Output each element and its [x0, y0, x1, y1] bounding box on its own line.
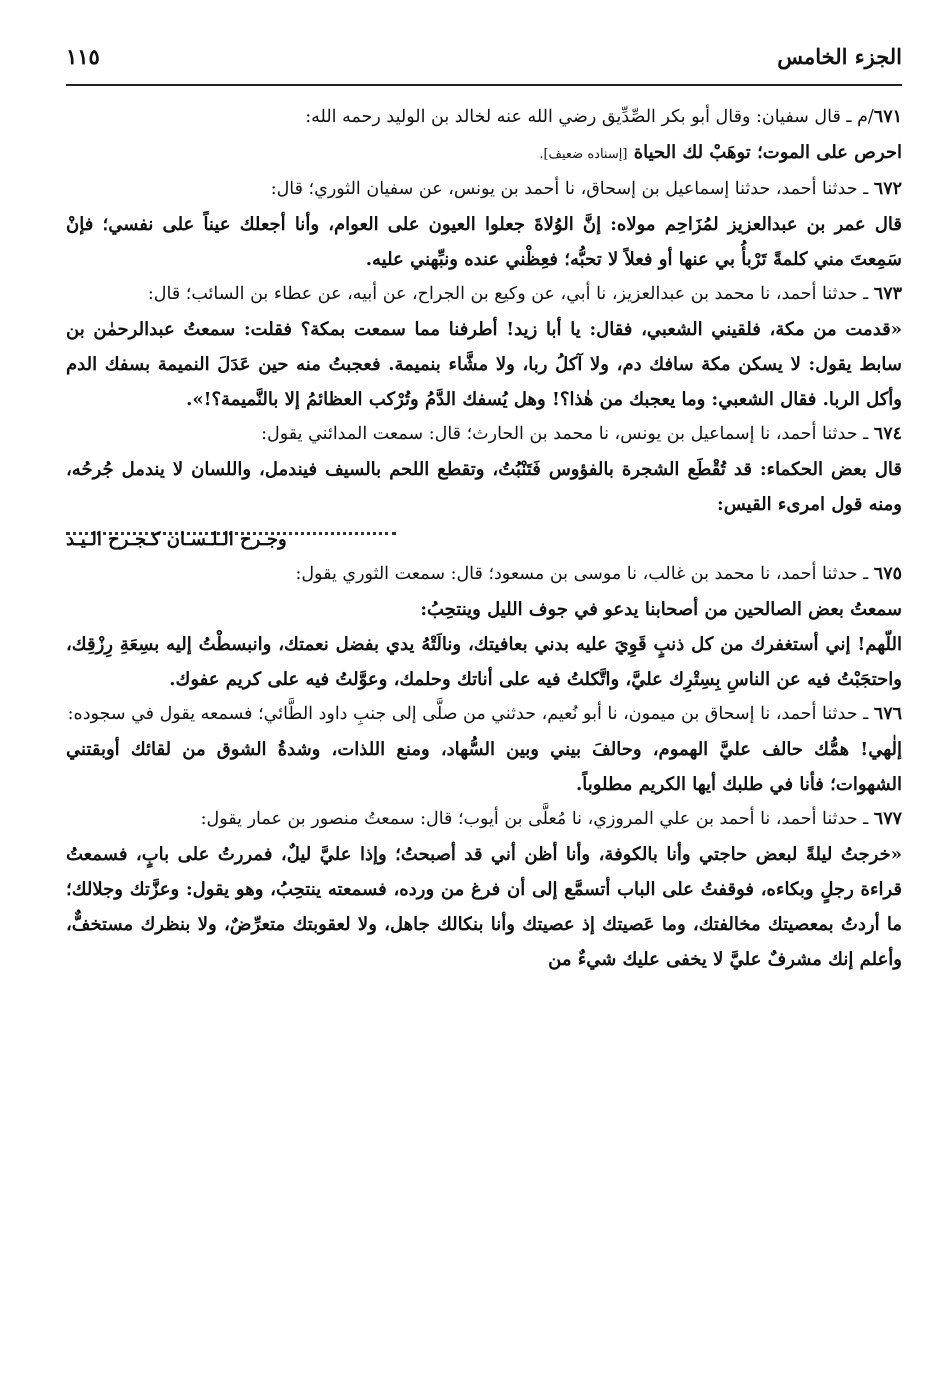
- narration-675: [66, 557, 902, 592]
- page-header: [66, 40, 902, 86]
- narration-chain: ـ حدثنا أحمد، نا محمد بن غالب، نا موسى بن مسعود؛ قال: سمعت الثوري يقول:: [295, 564, 869, 584]
- narration-number: ٦٧٢: [873, 179, 902, 199]
- narration-number: ٦٧١: [873, 107, 902, 127]
- quote-672: قال عمر بن عبدالعزيز لمُزَاحِم مولاه: إنَّ الوُلاةَ جعلوا العيون على العوام، وأنا أجعلك عيناً على نفسي؛ فإنْ سَمِعتَ مني كلمةً تَرْبأُ بي عنها أو فعلاً لا تحبُّه؛ فعِظْني عنده ونبِّهني عليه.: [66, 214, 902, 270]
- narration-677: [66, 802, 902, 837]
- quote-text: احرص على الموت؛ توهَبْ لك الحياة: [633, 142, 902, 163]
- narration-chain: ـ حدثنا أحمد، نا إسماعيل بن يونس، نا محمد بن الحارث؛ قال: سمعت المدائني يقول:: [261, 424, 869, 444]
- narration-chain: ـ حدثنا أحمد، حدثنا إسماعيل بن إسحاق، نا أحمد بن يونس، عن سفيان الثوري؛ قال:: [270, 179, 869, 199]
- narration-673: [66, 277, 902, 312]
- page-number: ١١٥: [66, 44, 100, 69]
- quote-675-intro: سمعتُ بعض الصالحين من أصحابنا يدعو في جوف الليل وينتحِبُ:: [420, 599, 902, 620]
- narration-671: [66, 100, 902, 135]
- poetry-verse: [66, 522, 902, 557]
- quote-673: «قدمت من مكة، فلقيني الشعبي، فقال: يا أبا زيد! أطرفنا مما سمعت بمكة؟ فقلت: سمعتُ عبدالرحمٰن بن سابط يقول: لا يسكن مكة سافك دم، ولا آكلُ ربا، ولا مشَّاء بنميمة. فعجبتُ منه حين عَدَلَ النميمة بسفك الدم وأكل الربا. فقال الشعبي: وما يعجبك من هٰذا؟! وهل يُسفك الدَّمُ وتُرْكب العظائمُ إلا بالنَّميمة؟!».: [66, 319, 902, 410]
- narration-674: [66, 417, 902, 452]
- narration-number: ٦٧٣: [873, 284, 902, 304]
- narration-chain: ـ حدثنا أحمد، نا إسحاق بن ميمون، نا أبو نُعيم، حدثني من صلَّى إلى جنبِ داود الطَّائي؛ فسمعه يقول في سجوده:: [67, 704, 869, 724]
- page-body: [66, 86, 902, 977]
- narration-number: ٦٧٥: [873, 564, 902, 584]
- quote-677: «خرجتُ ليلةً لبعض حاجتي وأنا بالكوفة، وأنا أظن أني قد أصبحتُ؛ وإذا عليَّ ليلٌ، فمررتُ على بابٍ، فسمعتُ قراءة رجلٍ وبكاءه، فوقفتُ على الباب أتسمَّع إلى أن فرغ من ورده، فسمعته ينتحِبُ، وهو يقول: وعزَّتك وجلالك؛ ما أردتُ بمعصيتك مخالفتك، وما عَصيتك إذ عصيتك وأنا بنكالك جاهل، ولا لعقوبتك متعرِّضٌ، ولا بنظرك مستخفٌّ، وأعلم إنك مشرفٌ عليَّ لا يخفى عليك شيءٌ من: [66, 844, 902, 970]
- quote-675: اللّهم! إني أستغفرك من كل ذنبٍ قَوِيَ عليه بدني بعافيتك، ونالَتْهُ يدي بفضل نعمتك، وانبسطْتُ إليه بسِعَةِ رِزْقِك، واحتجَبْتُ فيه عن الناسِ بِسِتْرِك عليَّ، واتَّكلتُ فيه على أناتك وحلمك، وعوَّلتُ فيه على كريم عفوك.: [66, 634, 902, 690]
- narration-672: [66, 172, 902, 207]
- grading-note: [إسناده ضعيف].: [539, 147, 628, 162]
- quote-671: [66, 135, 902, 172]
- book-page: [66, 40, 902, 1380]
- running-title: الجزء الخامس: [777, 44, 902, 69]
- narration-number: ٦٧٦: [873, 704, 902, 724]
- narration-chain: ـ حدثنا أحمد، نا محمد بن عبدالعزيز، نا أبي، عن وكيع بن الجراح، عن أبيه، عن عطاء بن السائب؛ قال:: [147, 284, 869, 304]
- quote-676: إلٰهي! همُّك حالف عليَّ الهموم، وحالفَ بيني وبين السُّهاد، ومنع اللذات، وشدةُ الشوق من لقائك أوبقتني الشهوات؛ فأنا في طلبك أيها الكريم مطلوباً.: [66, 739, 902, 795]
- quote-674: قال بعض الحكماء: قد تُقْطَع الشجرة بالفؤوس فَتَنْبُتُ، وتقطع اللحم بالسيف فيندمل، واللسان لا يندمل جُرحُه، ومنه قول امرىء القيس:: [66, 459, 902, 515]
- narration-chain: ـ حدثنا أحمد، نا أحمد بن علي المروزي، نا مُعلَّى بن أيوب؛ قال: سمعتُ منصور بن عمار يقول:: [200, 809, 869, 829]
- narration-number: ٦٧٧: [873, 809, 902, 829]
- narration-chain: /م ـ قال سفيان: وقال أبو بكر الصِّدِّيق رضي الله عنه لخالد بن الوليد رحمه الله:: [305, 107, 874, 127]
- narration-676: [66, 697, 902, 732]
- verse-text: وجـرح الـلـسـان كـجـرح الـيـد: [66, 529, 287, 550]
- narration-number: ٦٧٤: [873, 424, 902, 444]
